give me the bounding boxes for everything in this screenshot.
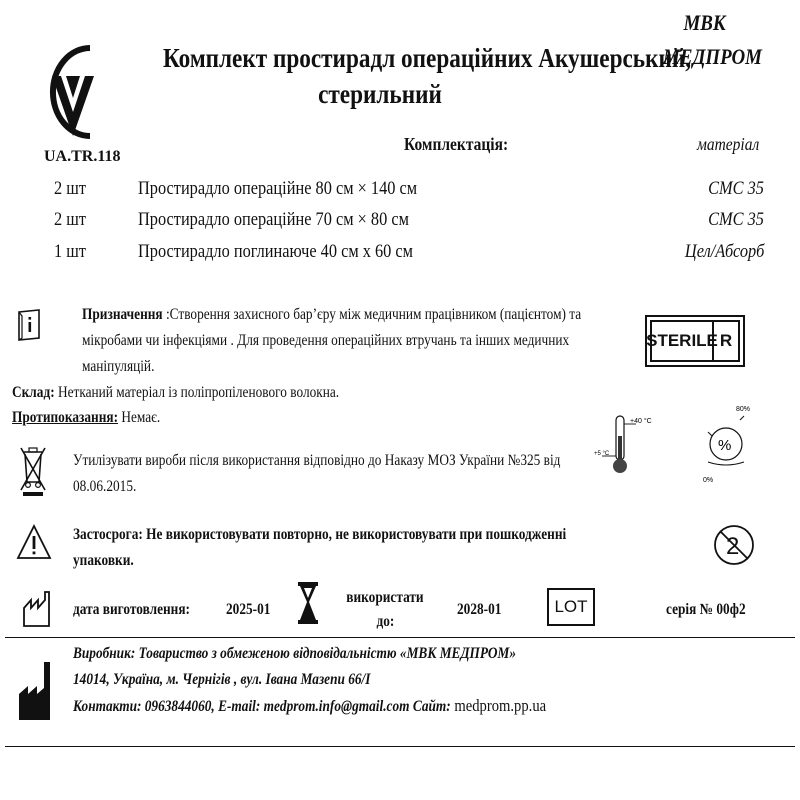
contacts-phone-email: 0963844060, E-mail: medprom.info@gmail.com (141, 698, 410, 715)
humidity-max-label: 80% (736, 406, 751, 413)
purpose-block (82, 302, 662, 380)
warning-block (73, 522, 633, 574)
hourglass-use-by-icon (296, 580, 320, 626)
sterile-method-label: R (719, 331, 733, 350)
contraindications-text: Немає. (118, 409, 161, 426)
manufacture-date-value: 2025-01 (226, 601, 271, 618)
kit-item-material: Цел/Абсорб (684, 241, 764, 262)
instructions-info-icon (16, 308, 42, 342)
kit-item-name: Простирадло операційне 70 см × 80 см (138, 209, 409, 230)
manufacture-date-icon (22, 588, 52, 628)
use-by-value: 2028-01 (457, 601, 502, 618)
title-line-2: стерильний (318, 79, 442, 109)
sterile-radiation-symbol (645, 315, 745, 367)
warning-caution-icon (16, 522, 52, 564)
humidity-limit-icon (700, 402, 756, 486)
humidity-symbol: % (718, 437, 732, 454)
purpose-text-line-1: :Створення захисного бар’єру між медичним працівником (пацієнтом) та (162, 306, 582, 323)
composition-label: Склад: (12, 384, 55, 401)
purpose-label: Призначення (82, 306, 163, 323)
manufacturer-address: 14014, Україна, м. Чернігів , вул. Івана Мазепи 66/І (73, 671, 371, 688)
manufacturer-name: Товариство з обмеженою відповідальністю «МВК МЕДПРОМ» (135, 645, 517, 662)
kit-item-material: СМС 35 (708, 209, 764, 230)
kit-item-qty: 1 шт (54, 241, 86, 262)
use-by-label (340, 586, 430, 634)
sterile-label: STERILE (652, 322, 714, 360)
disposal-text-line-1: Утилізувати вироби після використання відповідно до Наказу МОЗ України №325 від (73, 452, 561, 469)
brand-line-1: МВК (683, 10, 727, 35)
crossed-out-bin-icon (18, 442, 48, 498)
site-value: medprom.pp.ua (450, 696, 547, 715)
section-divider (5, 637, 795, 638)
lot-symbol: LOT (547, 588, 595, 626)
brand-logo-text (655, 6, 762, 74)
temperature-limit-icon (594, 410, 660, 480)
site-label: Сайт: (409, 698, 451, 715)
manufacturer-factory-icon (18, 660, 52, 722)
contraindications-label: Протипоказання: (12, 409, 119, 426)
humidity-min-label: 0% (703, 477, 714, 484)
kit-item-name: Простирадло операційне 80 см × 140 см (138, 178, 418, 199)
purpose-text-line-3: маніпуляцій. (82, 358, 155, 375)
temp-min-label: +5 °C (594, 451, 610, 457)
bottom-divider (5, 746, 795, 747)
title-line-1: Комплект простирадл операційних Акушерський, (162, 43, 692, 73)
composition-text: Нетканий матеріал із поліпропіленового волокна. (54, 384, 340, 401)
ua-certification-mark-icon (38, 36, 108, 146)
do-not-reuse-icon (712, 520, 756, 570)
kit-item-name: Простирадло поглинаюче 40 см х 60 см (138, 241, 414, 262)
use-by-label-line-2: до: (376, 613, 394, 630)
product-title (120, 40, 692, 112)
kit-item-qty: 2 шт (54, 178, 86, 199)
kit-item-qty: 2 шт (54, 209, 86, 230)
brand-line-2: МЕДПРОМ (663, 44, 762, 69)
purpose-text-line-2: мікробами чи інфекціями . Для проведення операційних втручань та інших медичних (82, 332, 570, 349)
kit-heading: Комплектація: (404, 134, 509, 154)
use-by-label-line-1: використати (346, 589, 424, 606)
certification-code: UA.TR.118 (44, 148, 121, 165)
manufacturer-block (73, 641, 623, 720)
warning-label: Застосрога: (73, 526, 143, 543)
disposal-text-line-2: 08.06.2015. (73, 478, 137, 495)
contacts-label: Контакти: (73, 698, 142, 715)
manufacture-date-label: дата виготовлення: (73, 601, 191, 618)
svg-text:2: 2 (726, 533, 740, 560)
series-label: серія № (666, 601, 714, 618)
manufacturer-label: Виробник: (73, 645, 136, 662)
kit-item-material: СМС 35 (708, 178, 764, 199)
temp-max-label: +40 °C (630, 418, 652, 425)
series-value: 00ф2 (716, 601, 746, 618)
warning-text-line-1: Не використовувати повторно, не використовувати при пошкодженні (142, 526, 567, 543)
warning-text-line-2: упаковки. (73, 552, 134, 569)
material-heading: матеріал (697, 134, 760, 154)
disposal-block (73, 448, 613, 500)
